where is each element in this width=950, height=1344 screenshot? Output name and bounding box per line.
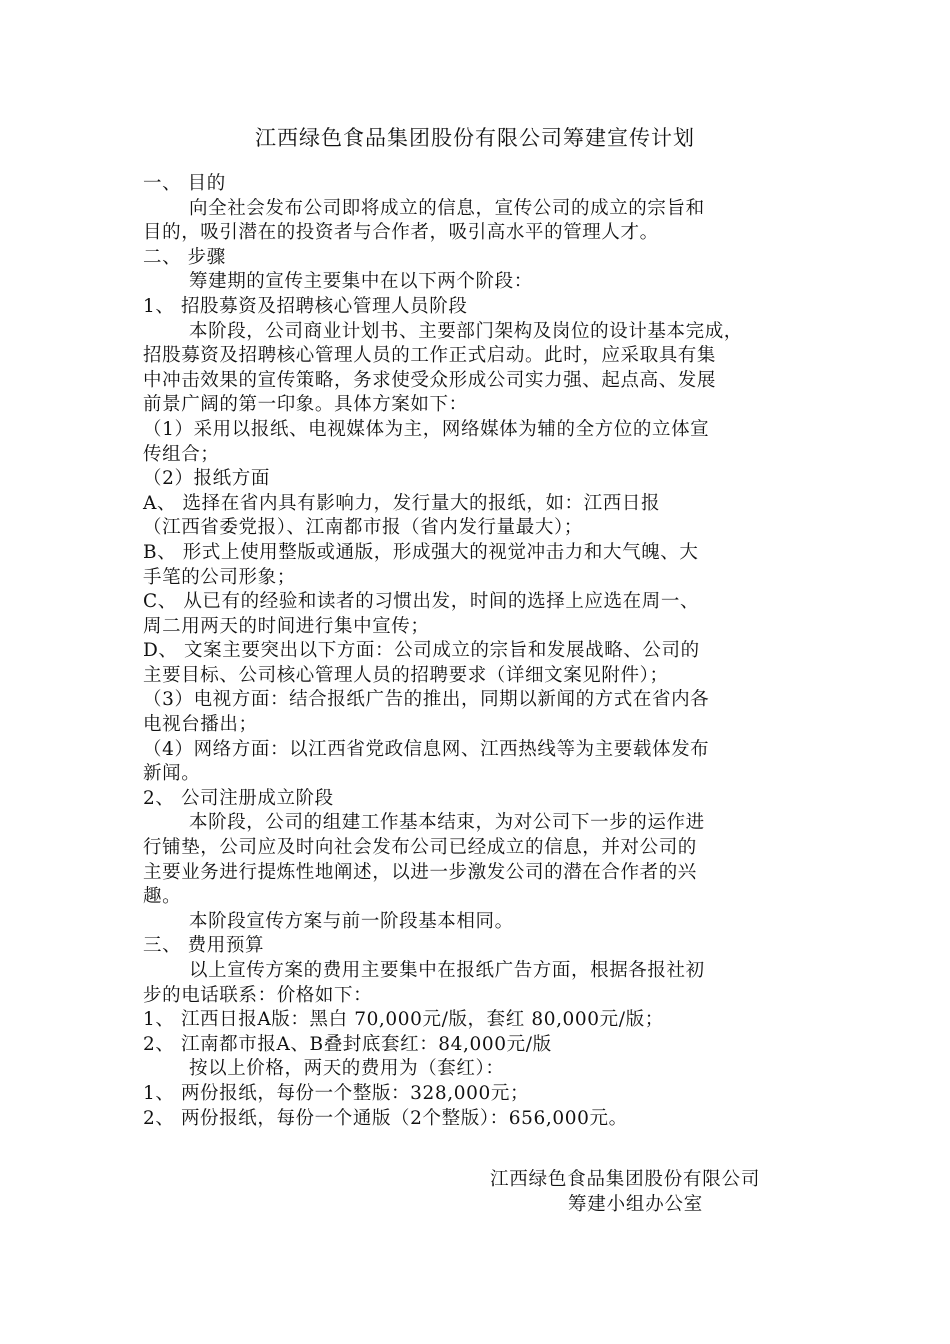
paragraph-line: 周二用两天的时间进行集中宣传； xyxy=(143,615,430,637)
signature-block xyxy=(490,1168,820,1217)
paragraph-line: 本阶段宣传方案与前一阶段基本相同。 xyxy=(189,910,514,932)
paragraph-line: 步的电话联系：价格如下： xyxy=(143,984,373,1006)
paragraph-line: 一、 目的 xyxy=(143,173,226,194)
paragraph-line: 主要目标、公司核心管理人员的招聘要求（详细文案见附件）； xyxy=(143,664,669,686)
paragraph-line: （4）网络方面：以江西省党政信息网、江西热线等为主要载体发布 xyxy=(143,738,710,760)
document-body xyxy=(143,172,813,1131)
paragraph-line: （江西省委党报）、江南都市报（省内发行量最大）； xyxy=(143,517,583,539)
paragraph-line: 1、 招股募资及招聘核心管理人员阶段 xyxy=(143,295,468,317)
paragraph-line: 二、 步骤 xyxy=(143,246,226,268)
paragraph-line: 行铺垫，公司应及时向社会发布公司已经成立的信息，并对公司的 xyxy=(143,837,697,859)
paragraph-line: 2、 公司注册成立阶段 xyxy=(143,787,334,809)
paragraph-line: B、 形式上使用整版或通版，形成强大的视觉冲击力和大气魄、大 xyxy=(143,541,699,563)
signature-company: 江西绿色食品集团股份有限公司 xyxy=(490,1169,761,1190)
paragraph-line: 主要业务进行提炼性地阐述，以进一步激发公司的潜在合作者的兴 xyxy=(143,861,697,883)
paragraph-line: 筹建期的宣传主要集中在以下两个阶段： xyxy=(189,271,533,293)
paragraph-line: （1）采用以报纸、电视媒体为主，网络媒体为辅的全方位的立体宣 xyxy=(143,418,710,440)
paragraph-line: （2）报纸方面 xyxy=(143,468,270,490)
paragraph-line: 2、 江南都市报A、B叠封底套红：84,000元/版 xyxy=(143,1033,552,1055)
paragraph-line: 目的，吸引潜在的投资者与合作者，吸引高水平的管理人才。 xyxy=(143,222,659,244)
paragraph-line: （3）电视方面：结合报纸广告的推出，同期以新闻的方式在省内各 xyxy=(143,689,710,711)
paragraph-line: 传组合； xyxy=(143,443,220,465)
paragraph-line: D、 文案主要突出以下方面：公司成立的宗旨和发展战略、公司的 xyxy=(143,640,700,662)
signature-department: 筹建小组办公室 xyxy=(568,1193,704,1215)
paragraph-line: 本阶段，公司的组建工作基本结束，为对公司下一步的运作进 xyxy=(189,812,705,834)
paragraph-line: 手笔的公司形象； xyxy=(143,566,296,588)
paragraph-line: 电视台播出； xyxy=(143,714,258,736)
paragraph-line: 前景广阔的第一印象。具体方案如下： xyxy=(143,394,468,416)
paragraph-line: 2、 两份报纸，每份一个通版（2个整版）：656,000元。 xyxy=(143,1107,628,1129)
paragraph-line: 中冲击效果的宣传策略，务求使受众形成公司实力强、起点高、发展 xyxy=(143,369,717,391)
paragraph-line: 以上宣传方案的费用主要集中在报纸广告方面，根据各报社初 xyxy=(189,960,705,981)
paragraph-line: 向全社会发布公司即将成立的信息，宣传公司的成立的宗旨和 xyxy=(189,197,705,219)
document-title: 江西绿色食品集团股份有限公司筹建宣传计划 xyxy=(255,126,695,150)
paragraph-line: 本阶段，公司商业计划书、主要部门架构及岗位的设计基本完成， xyxy=(189,320,743,342)
paragraph-line: A、 选择在省内具有影响力，发行量大的报纸，如：江西日报 xyxy=(143,492,661,514)
paragraph-line: 按以上价格，两天的费用为（套红）： xyxy=(189,1058,505,1080)
paragraph-line: 趣。 xyxy=(143,886,182,908)
paragraph-line: 招股募资及招聘核心管理人员的工作正式启动。此时，应采取具有集 xyxy=(143,345,717,367)
paragraph-line: 新闻。 xyxy=(143,763,201,785)
paragraph-line: 1、 两份报纸，每份一个整版：328,000元； xyxy=(143,1082,530,1104)
paragraph-line: C、 从已有的经验和读者的习惯出发，时间的选择上应选在周一、 xyxy=(143,591,700,613)
paragraph-line: 三、 费用预算 xyxy=(143,935,265,957)
paragraph-line: 1、 江西日报A版：黑白 70,000元/版，套红 80,000元/版； xyxy=(143,1009,664,1031)
